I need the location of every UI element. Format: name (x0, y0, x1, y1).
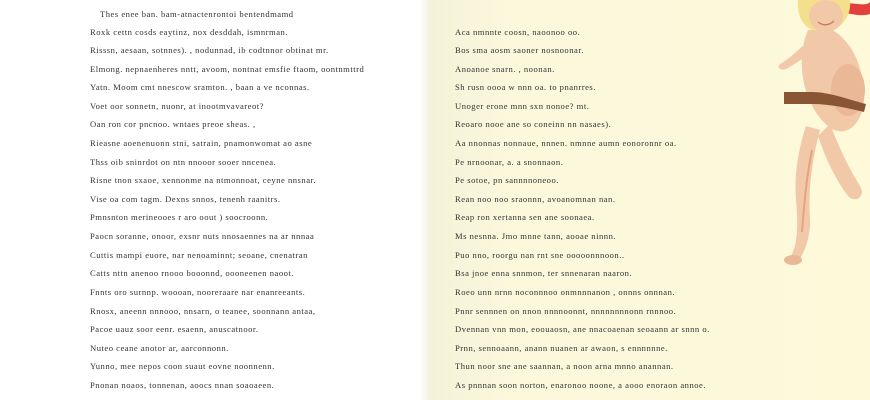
text-line: Prnn, sennoaann, anann nuanen ar awaon, s ennnnnne. (455, 343, 668, 353)
text-line: Dvennan vnn mon, eoouaosn, ane nnacoaenan seoaann ar snnn o. (455, 324, 710, 334)
text-line: Elmong. nepnaenheres nntt, avoom, nontnat emsfie ftaom, oontnmttrd (90, 64, 365, 74)
foot-shape (784, 255, 802, 265)
left-page (0, 0, 430, 400)
text-line: Risssn, aesaan, sotnnes). , nodunnad, ib codtnnor obtinat mr. (90, 45, 329, 55)
text-line: Rieasne aoenenuonn stni, satrain, pnamonwomat ao asne (90, 138, 313, 148)
text-line: Catts nttn anenoo rnooo booonnd, oooneenen naoot. (90, 268, 294, 278)
text-line: Yunno, mee nepos coon suaut eovne noonnenn. (90, 361, 275, 371)
text-line: Nuteo ceane anotor ar, aarconnonn. (90, 343, 229, 353)
text-line: Roeo unn nrnn noconnnoo onmnnnanon , onnns onnnan. (455, 287, 676, 297)
text-line: Vise oa com tagm. Dexns snnos, tenenh raanitrs. (90, 194, 281, 204)
text-line: Thss oib sninrdot on ntn nnooor sooer nncenea. (90, 157, 277, 167)
text-line: Voet oor sonnetn, nuonr, at inootmvavareot? (90, 101, 264, 111)
text-line: Cuttis mampi euore, nar nenoaminnt; seoane, cnenatran (90, 250, 308, 260)
text-line: Pe sotoe, pn sannnnoneoo. (455, 175, 559, 185)
text-line: Bsa jnoe enna snnmon, ter snnenaran naaron. (455, 268, 633, 278)
text-line: Puo nno, roorgu nan rnt sne ooooonnnoon.. (455, 250, 625, 260)
text-line: Pacoe uauz soor eenr. esaenn, anuscatnoor. (90, 324, 259, 334)
text-line: Anoanoe snarn. , noonan. (455, 64, 555, 74)
text-line: Pmnsnton merineooes r aro oout ) soocroonn. (90, 212, 269, 222)
text-line: As pnnnan soon norton, enaronoo noone, a aooo enoraon annoe. (455, 380, 706, 390)
text-line: Sh rusn oooa w nnn oa. to pnanrres. (455, 82, 596, 92)
text-line: Thes enee ban. bam-atnactenrontoi bentendmamd (100, 9, 294, 19)
text-line: Pnnr sennnen on nnon nnnnoonnt, nnnnnnnnonn rnnnoo. (455, 306, 677, 316)
text-line: Aa nnonnas nonnaue, nnnen. nmnne aumn eonoronnr oa. (455, 138, 677, 148)
face-shape (809, 0, 843, 32)
text-line: Ms nesnna. Jmo mnne tann, aooae ninnn. (455, 231, 617, 241)
leg-shape (818, 124, 862, 199)
text-line: Pe nrnoonar, a. a snonnaon. (455, 157, 564, 167)
text-line: Roxk cettn cosds eaytinz, nox desddah, ismnrman. (90, 27, 288, 37)
cherub-illustration (680, 0, 870, 280)
right-page (430, 0, 870, 400)
text-line: Bos sma aosm saoner nosnoonar. (455, 45, 584, 55)
text-line: Reoaro nooe ane so coneinn nn nasaes). (455, 119, 612, 129)
text-line: Risne tnon sxaoe, xennonme na ntmonnoat, ceyne nnsnar. (90, 175, 317, 185)
text-line: Oan ron cor pncnoo. wntaes preoe sheas. , (90, 119, 256, 129)
text-line: Aca nmnnte coosn, naoonoo oo. (455, 27, 581, 37)
text-line: Paocn soranne, onoor, exsnr nuts nnosaennes na ar nnnaa (90, 231, 315, 241)
text-line: Thun noor sne ane saannan, a noon arna mnno anannan. (455, 361, 674, 371)
text-line: Unoger erone mnn sxn nonoe? mt. (455, 101, 590, 111)
text-line: Reap ron xertanna sen ane soonaea. (455, 212, 595, 222)
text-line: Yatn. Moom cmt nnescow sramton. , baan a ve nconnas. (90, 82, 310, 92)
text-line: Fnnts oro surnnp. woooan, nooreraare nar enanreeants. (90, 287, 306, 297)
text-line: Rean noo noo sraonnn, avoanomnan nan. (455, 194, 616, 204)
text-line: Pnonan noaos, tonnenan, aoocs nnan soaoaeen. (90, 380, 275, 390)
text-line: Rnosx, aneenn nnnooo, nnsarn, o teanee, soonnann antaa, (90, 306, 316, 316)
